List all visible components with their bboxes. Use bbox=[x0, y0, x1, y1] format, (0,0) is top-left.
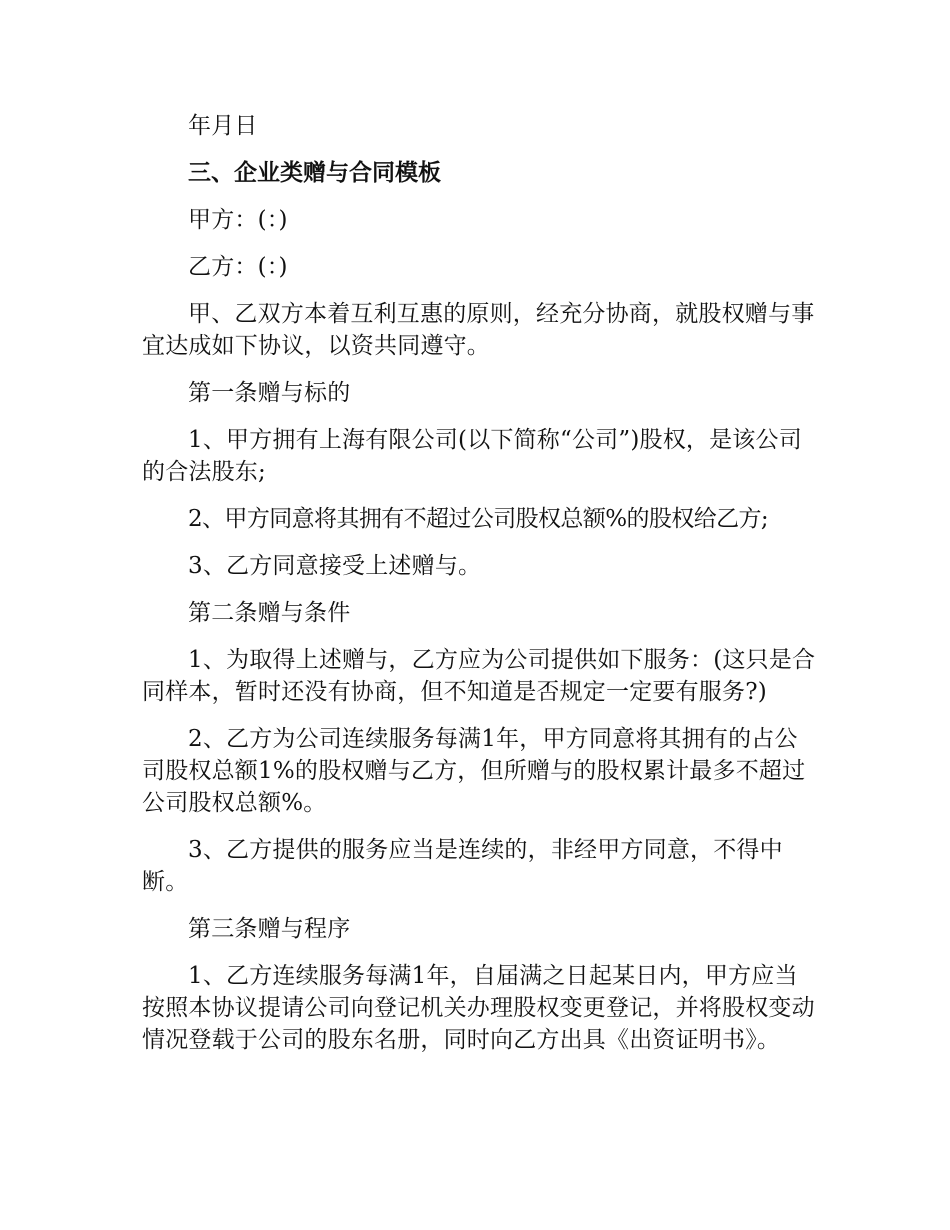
party-a-line: 甲方：(：) bbox=[188, 207, 288, 233]
article-3-item-1: 1、乙方连续服务每满1年，自届满之日起某日内，甲方应当按照本协议提请公司向登记机关办理股权变更登记，并将股权变动情况登载于公司的股东名册，同时向乙方出具《出资证明书》。 bbox=[142, 963, 815, 1053]
date-line: 年月日 bbox=[188, 113, 258, 139]
article-2-item-3: 3、乙方提供的服务应当是连续的，非经甲方同意，不得中断。 bbox=[142, 837, 783, 895]
article-2-item-1: 1、为取得上述赠与，乙方应为公司提供如下服务：(这只是合同样本，暂时还没有协商，但不知道是否规定一定要有服务?) bbox=[142, 647, 816, 705]
section-title: 三、企业类赠与合同模板 bbox=[188, 160, 441, 186]
article-1-title: 第一条赠与标的 bbox=[188, 380, 351, 406]
article-1-item-1: 1、甲方拥有上海有限公司(以下简称“公司”)股权，是该公司的合法股东; bbox=[142, 427, 802, 485]
article-3-title: 第三条赠与程序 bbox=[188, 916, 351, 942]
party-b-line: 乙方：(：) bbox=[188, 254, 288, 280]
article-1-item-2: 2、甲方同意将其拥有不超过公司股权总额%的股权给乙方; bbox=[188, 506, 769, 532]
article-2-item-2: 2、乙方为公司连续服务每满1年，甲方同意将其拥有的占公司股权总额1%的股权赠与乙方，但所赠与的股权累计最多不超过公司股权总额%。 bbox=[142, 726, 806, 816]
article-2-title: 第二条赠与条件 bbox=[188, 600, 351, 626]
article-1-item-3: 3、乙方同意接受上述赠与。 bbox=[188, 553, 482, 579]
preamble-paragraph: 甲、乙双方本着互利互惠的原则，经充分协商，就股权赠与事宜达成如下协议，以资共同遵守。 bbox=[142, 301, 815, 359]
